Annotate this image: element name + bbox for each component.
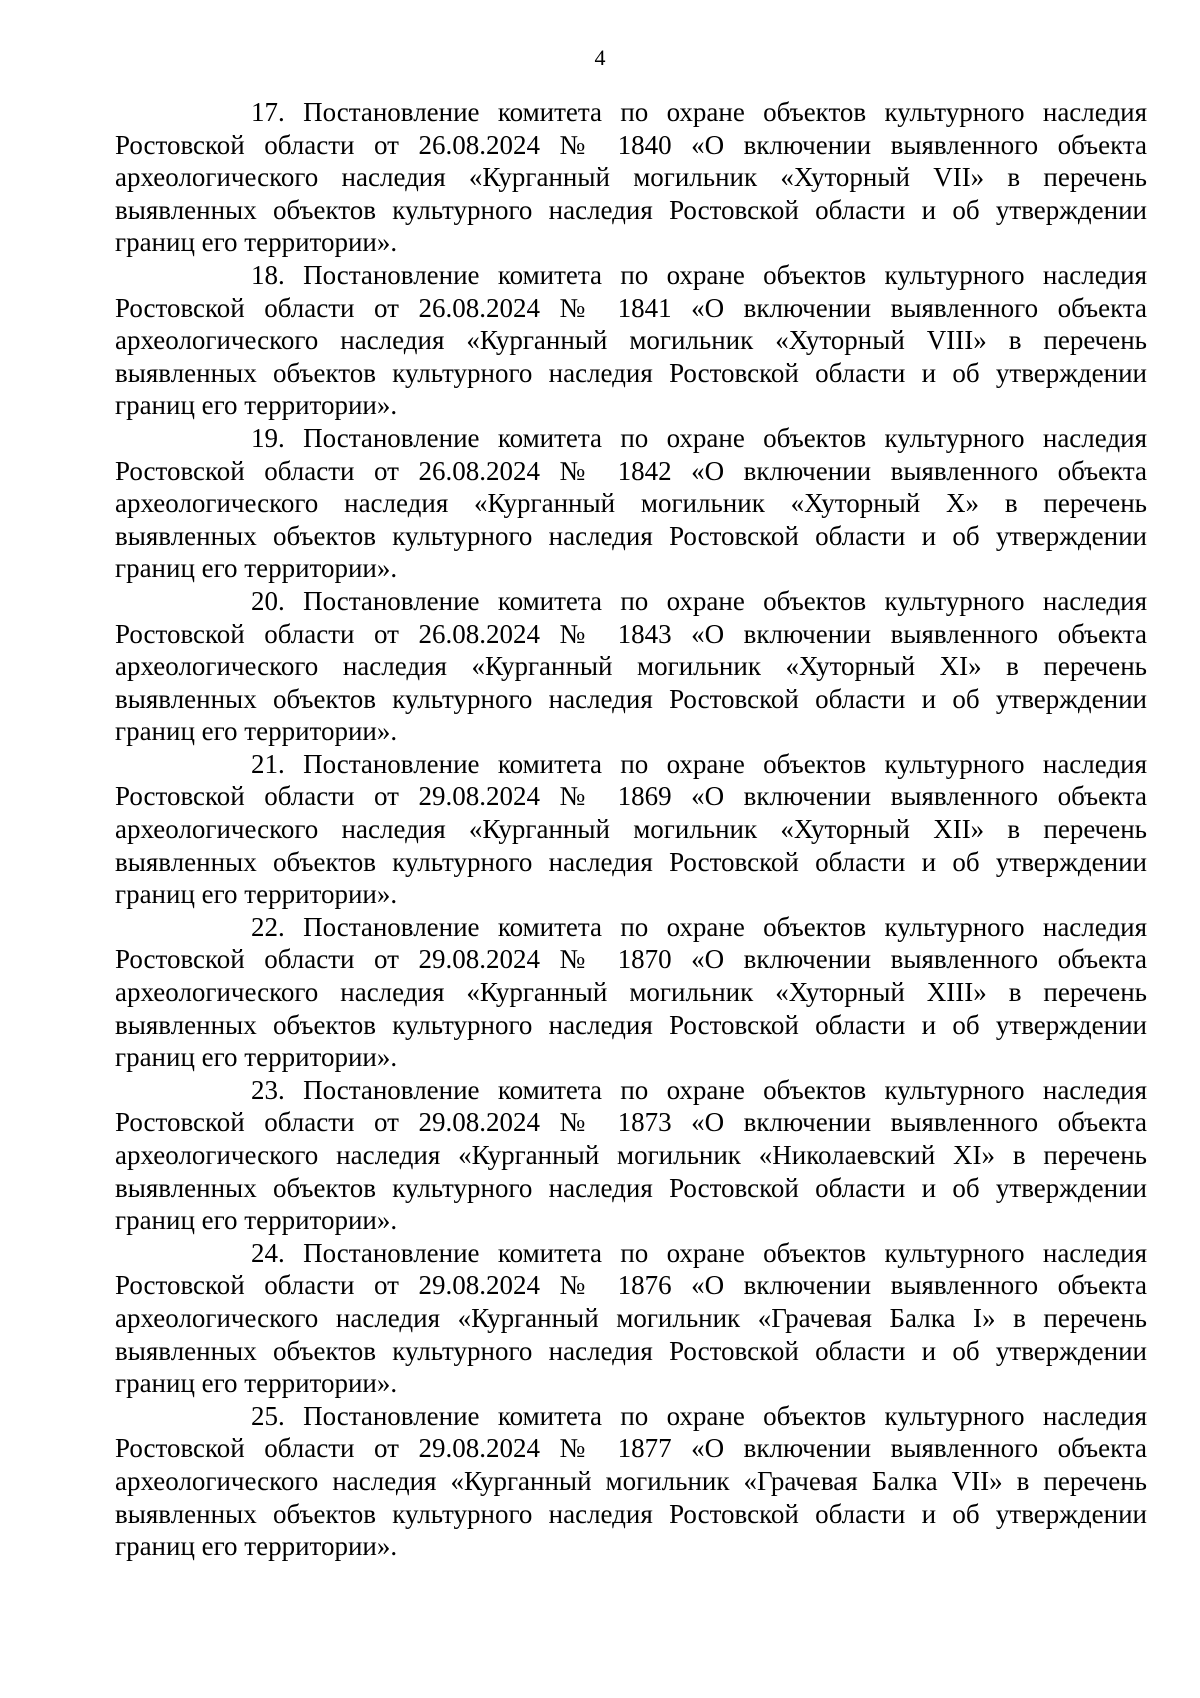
item-text: Постановление комитета по охране объектов культурного наследия Ростовской области от 29.08.2024 № 1876 «О включении выявленного объекта археологического наследия «Курганный могильник «Грачевая Балка I» в перечень выявленных объектов культурного наследия Ростовской области и об утверждении границ его территории». bbox=[115, 1237, 1148, 1399]
list-item bbox=[115, 1237, 1147, 1400]
list-item bbox=[115, 96, 1147, 259]
item-number: 22. bbox=[251, 911, 285, 942]
item-text: Постановление комитета по охране объектов культурного наследия Ростовской области от 26.08.2024 № 1841 «О включении выявленного объекта археологического наследия «Курганный могильник «Хуторный VIII» в перечень выявленных объектов культурного наследия Ростовской области и об утверждении границ его территории». bbox=[115, 259, 1148, 421]
item-number: 20. bbox=[251, 585, 285, 616]
list-item bbox=[115, 259, 1147, 422]
list-item bbox=[115, 585, 1147, 748]
item-text: Постановление комитета по охране объектов культурного наследия Ростовской области от 29.08.2024 № 1870 «О включении выявленного объекта археологического наследия «Курганный могильник «Хуторный XIII» в перечень выявленных объектов культурного наследия Ростовской области и об утверждении границ его территории». bbox=[115, 911, 1148, 1073]
item-number: 17. bbox=[251, 97, 285, 127]
item-text: Постановление комитета по охране объектов культурного наследия Ростовской области от 29.08.2024 № 1869 «О включении выявленного объекта археологического наследия «Курганный могильник «Хуторный XII» в перечень выявленных объектов культурного наследия Ростовской области и об утверждении границ его территории». bbox=[115, 748, 1148, 910]
item-text: Постановление комитета по охране объектов культурного наследия Ростовской области от 26.08.2024 № 1840 «О включении выявленного объекта археологического наследия «Курганный могильник «Хуторный VII» в перечень выявленных объектов культурного наследия Ростовской области и об утверждении границ его территории». bbox=[115, 97, 1148, 258]
item-text: Постановление комитета по охране объектов культурного наследия Ростовской области от 29.08.2024 № 1877 «О включении выявленного объекта археологического наследия «Курганный могильник «Грачевая Балка VII» в перечень выявленных объектов культурного наследия Ростовской области и об утверждении границ его территории». bbox=[115, 1400, 1148, 1562]
item-number: 23. bbox=[251, 1074, 285, 1105]
list-item bbox=[115, 1074, 1147, 1237]
list-item bbox=[115, 748, 1147, 911]
item-text: Постановление комитета по охране объектов культурного наследия Ростовской области от 29.08.2024 № 1873 «О включении выявленного объекта археологического наследия «Курганный могильник «Николаевский XI» в перечень выявленных объектов культурного наследия Ростовской области и об утверждении границ его территории». bbox=[115, 1074, 1148, 1236]
item-text: Постановление комитета по охране объектов культурного наследия Ростовской области от 26.08.2024 № 1842 «О включении выявленного объекта археологического наследия «Курганный могильник «Хуторный X» в перечень выявленных объектов культурного наследия Ростовской области и об утверждении границ его территории». bbox=[115, 422, 1148, 584]
list-item bbox=[115, 422, 1147, 585]
item-number: 24. bbox=[251, 1237, 285, 1268]
item-number: 18. bbox=[251, 259, 285, 290]
item-number: 25. bbox=[251, 1400, 285, 1431]
item-text: Постановление комитета по охране объектов культурного наследия Ростовской области от 26.08.2024 № 1843 «О включении выявленного объекта археологического наследия «Курганный могильник «Хуторный XI» в перечень выявленных объектов культурного наследия Ростовской области и об утверждении границ его территории». bbox=[115, 585, 1148, 747]
item-number: 21. bbox=[251, 748, 285, 779]
item-number: 19. bbox=[251, 422, 285, 453]
page-number: 4 bbox=[594, 45, 606, 70]
list-item bbox=[115, 911, 1147, 1074]
document-body bbox=[115, 96, 1147, 1563]
list-item bbox=[115, 1400, 1147, 1563]
